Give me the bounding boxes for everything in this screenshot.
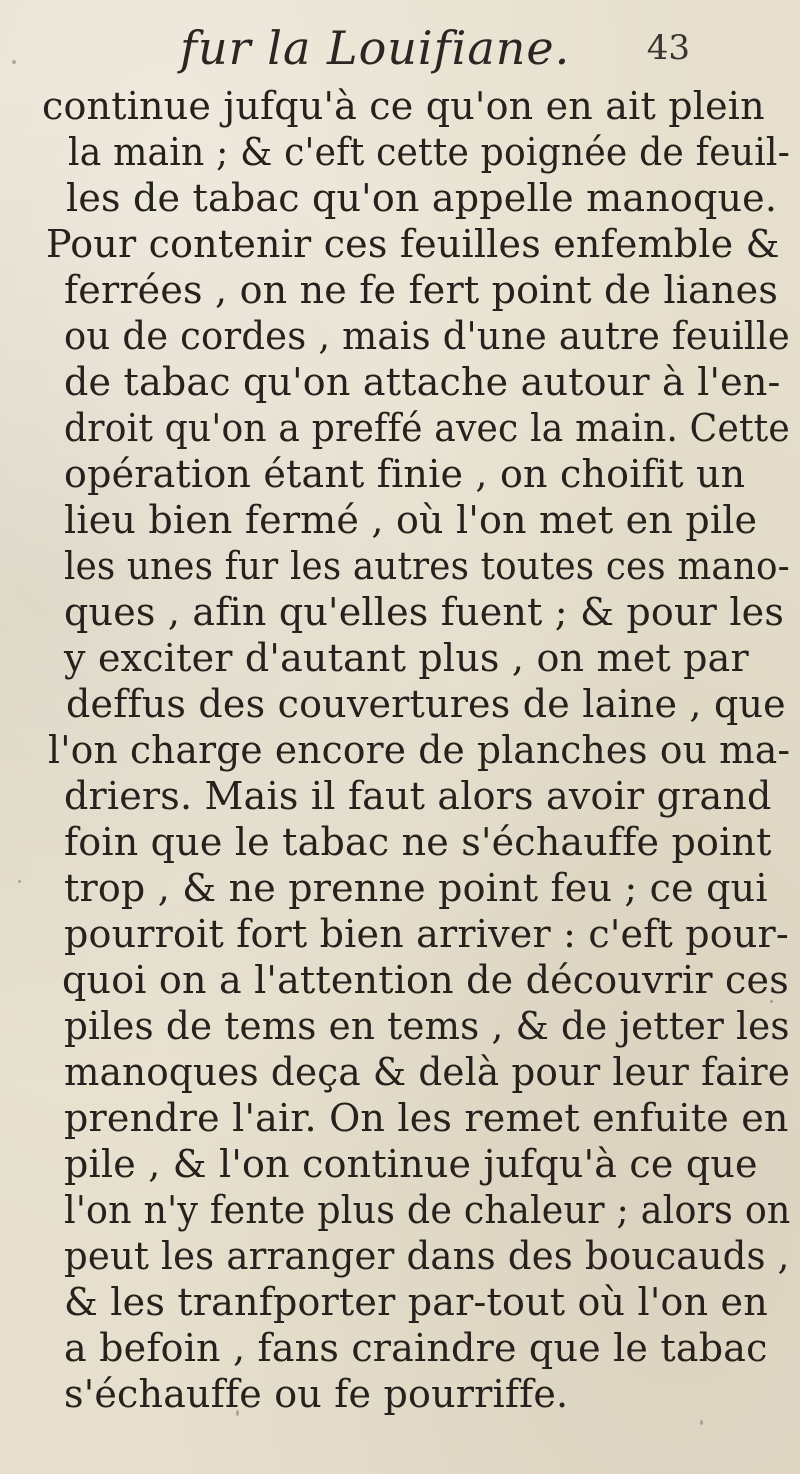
text-line: deffus des couvertures de laine , que [66, 682, 786, 726]
text-line: s'échauffe ou fe pourriffe. [64, 1372, 569, 1416]
text-line: ques , afin qu'elles fuent ; & pour les [64, 590, 785, 634]
text-line: de tabac qu'on attache autour à l'en- [64, 360, 781, 404]
text-line: pile , & l'on continue jufqu'à ce que [64, 1142, 758, 1186]
text-line: ou de cordes , mais d'une autre feuille [64, 314, 790, 358]
text-line: lieu bien fermé , où l'on met en pile [64, 498, 758, 542]
text-line: peut les arranger dans des boucauds , [64, 1234, 790, 1278]
text-line: quoi on a l'attention de découvrir ces [62, 958, 789, 1002]
text-line: Pour contenir ces feuilles enfemble & [46, 222, 780, 266]
text-line: y exciter d'autant plus , on met par [64, 636, 749, 680]
paper-speck [770, 1000, 773, 1003]
text-line: l'on charge encore de planches ou ma- [48, 728, 791, 772]
text-line: trop , & ne prenne point feu ; ce qui [64, 866, 768, 910]
text-line: les unes fur les autres toutes ces mano- [64, 544, 790, 588]
text-line: droit qu'on a preffé avec la main. Cette [64, 406, 790, 450]
paper-speck [12, 60, 16, 64]
page-number: 43 [646, 28, 690, 68]
text-line: pourroit fort bien arriver : c'eft pour- [64, 912, 789, 956]
text-line: piles de tems en tems , & de jetter les [64, 1004, 790, 1048]
paper-speck [236, 1410, 239, 1416]
running-head [160, 20, 690, 76]
text-line: manoques deça & delà pour leur faire [64, 1050, 791, 1094]
paper-speck [700, 1420, 703, 1425]
text-line: la main ; & c'eft cette poignée de feuil- [68, 130, 791, 174]
text-line: driers. Mais il faut alors avoir grand [64, 774, 772, 818]
text-line: les de tabac qu'on appelle manoque. [66, 176, 778, 220]
text-line: prendre l'air. On les remet enfuite en [64, 1096, 789, 1140]
text-line: continue jufqu'à ce qu'on en ait plein [42, 84, 765, 128]
text-line: l'on n'y fente plus de chaleur ; alors on [64, 1188, 791, 1232]
text-line: ferrées , on ne fe fert point de lianes [64, 268, 779, 312]
text-line: & les tranfporter par-tout où l'on en [64, 1280, 768, 1324]
text-line: foin que le tabac ne s'échauffe point [64, 820, 772, 864]
text-line: opération étant finie , on choifit un [64, 452, 746, 496]
paper-speck [18, 880, 21, 883]
text-line: a befoin , fans craindre que le tabac [64, 1326, 768, 1370]
running-title: fur la Louifiane. [180, 21, 571, 75]
